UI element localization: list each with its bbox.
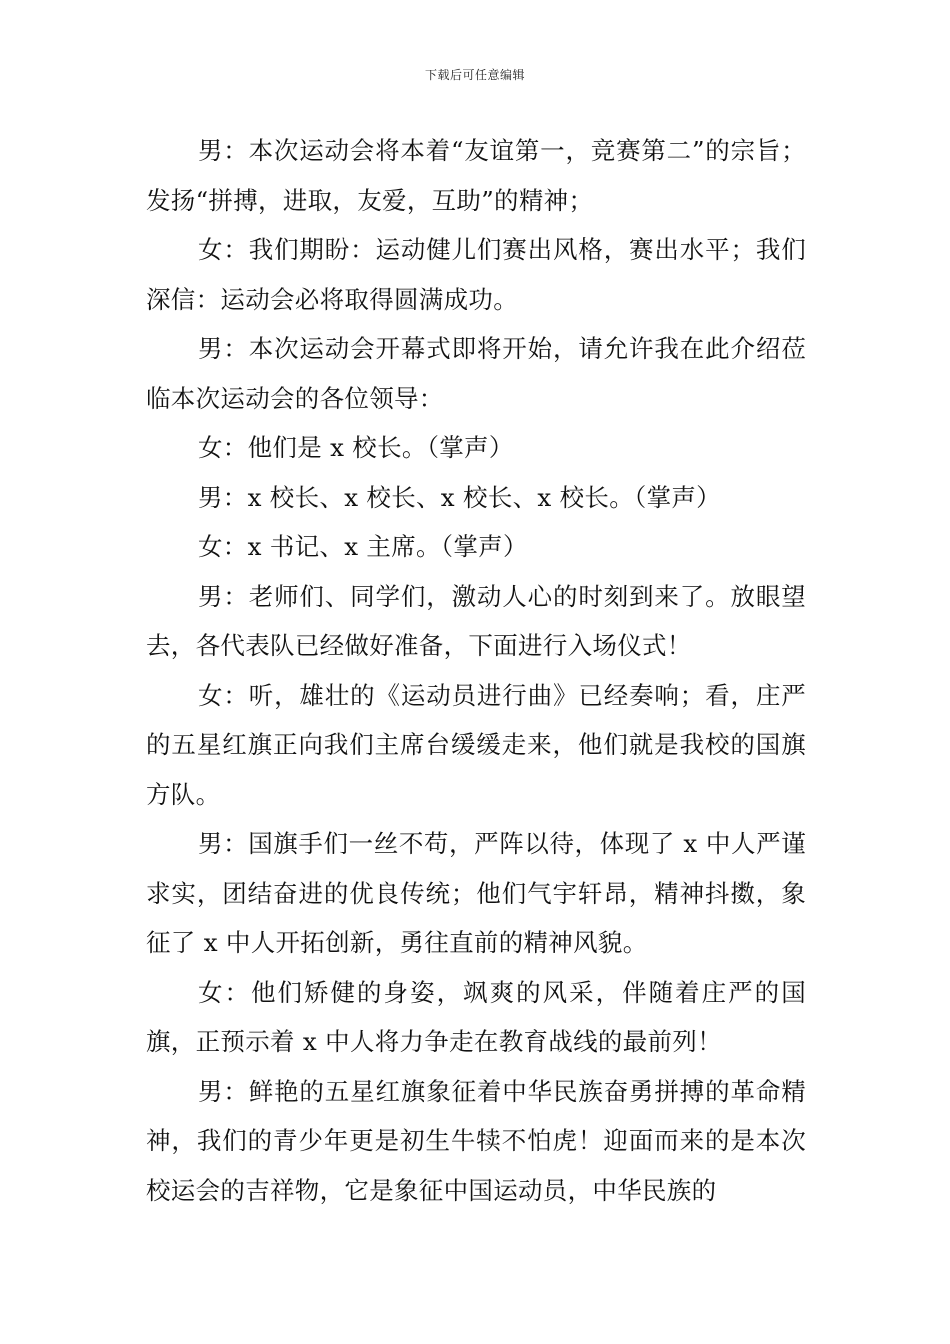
page-header: 下载后可任意编辑	[424, 68, 525, 82]
paragraph: 男：老师们、同学们，激动人心的时刻到来了。放眼望去，各代表队已经做好准备，下面进行入场仪式！	[146, 581, 806, 660]
paragraph: 女：听，雄壮的《运动员进行曲》已经奏响；看，庄严的五星红旗正向我们主席台缓缓走来，他们就是我校的国旗方队。	[146, 680, 806, 809]
paragraph: 男：鲜艳的五星红旗象征着中华民族奋勇拼搏的革命精神，我们的青少年更是初生牛犊不怕虎！迎面而来的是本次校运会的吉祥物，它是象征中国运动员，中华民族的	[146, 1076, 806, 1205]
paragraph: 女：他们是 x 校长。（掌声）	[198, 433, 514, 462]
paragraph: 男：本次运动会将本着“友谊第一，竞赛第二”的宗旨；发扬“拼搏，进取，友爱，互助”的精神；	[146, 136, 806, 215]
paragraph: 女：我们期盼：运动健儿们赛出风格，赛出水平；我们深信：运动会必将取得圆满成功。	[146, 235, 806, 314]
document-body	[146, 126, 806, 1215]
paragraph: 女：x 书记、x 主席。（掌声）	[198, 532, 528, 561]
paragraph: 男：x 校长、x 校长、x 校长、x 校长。（掌声）	[198, 482, 721, 512]
paragraph: 女：他们矫健的身姿，飒爽的风采，伴随着庄严的国旗，正预示着 x 中人将力争走在教育战线的最前列！	[146, 977, 806, 1056]
paragraph: 男：国旗手们一丝不苟，严阵以待，体现了 x 中人严谨求实，团结奋进的优良传统；他们气宇轩昂，精神抖擞，象征了 x 中人开拓创新，勇往直前的精神风貌。	[146, 829, 806, 957]
paragraph: 男：本次运动会开幕式即将开始，请允许我在此介绍莅临本次运动会的各位领导：	[146, 334, 806, 413]
